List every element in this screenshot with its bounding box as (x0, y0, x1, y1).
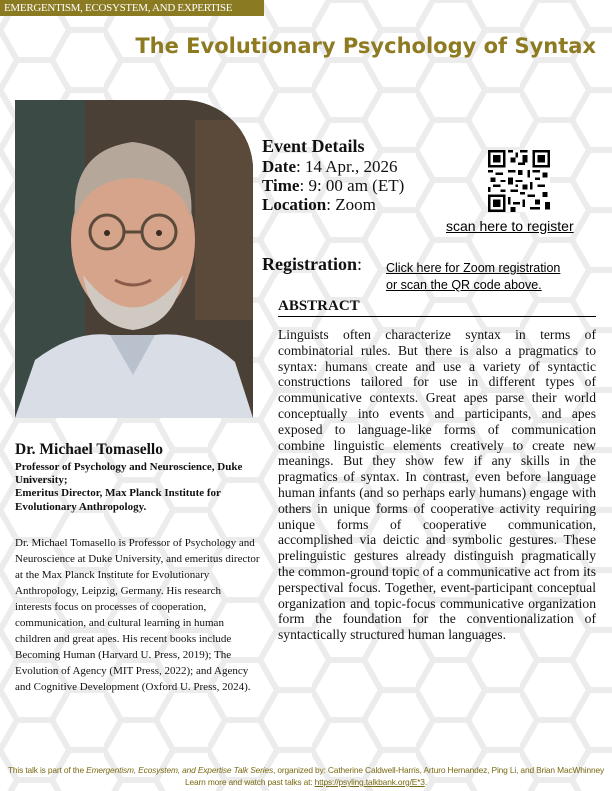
footer-learn-more-text: Learn more and watch past talks at: (185, 777, 315, 787)
event-time-label: Time (262, 176, 300, 195)
event-location-label: Location (262, 195, 327, 214)
footer-organizers: , organized by: Catherine Caldwell-Harris, Arturo Hernandez, Ping Li, and Brian MacWhinney (273, 765, 605, 775)
series-banner: EMERGENTISM, ECOSYSTEM, AND EXPERTISE (0, 0, 264, 16)
abstract-heading: ABSTRACT (278, 298, 596, 317)
event-date-value: : 14 Apr., 2026 (295, 157, 398, 176)
footer-learn-more (0, 777, 612, 787)
event-details-heading: Event Details (262, 136, 365, 156)
talk-title: The Evolutionary Psychology of Syntax (135, 34, 596, 58)
registration-qr-code[interactable] (488, 150, 550, 212)
event-date (262, 157, 398, 177)
scan-to-register-link[interactable]: scan here to register (446, 218, 574, 234)
speaker-name: Dr. Michael Tomasello (15, 441, 163, 458)
speaker-affiliation-max-planck: Emeritus Director, Max Planck Institute for Evolutionary Anthropology. (15, 487, 221, 513)
event-location (262, 195, 376, 215)
footer-talkbank-link[interactable]: https://psyling.talkbank.org/E*3 (314, 777, 425, 787)
speaker-portrait-illustration (15, 100, 253, 418)
footer-prefix: This talk is part of the (7, 765, 87, 775)
zoom-registration-link[interactable]: Click here for Zoom registration (386, 261, 561, 275)
speaker-bio: Dr. Michael Tomasello is Professor of Psychology and Neuroscience at Duke University, and emeritus director at the Max Planck Institute for Evolutionary Anthropology, Leipzig, Germany. His research interests focus on processes of cooperation, communication, and cultural learning in human children and great apes. His recent books include Becoming Human (Harvard U. Press, 2019); The Evolution of Agency (MIT Press, 2022); and Agency and Cognitive Development (Oxford U. Press, 2024). (15, 537, 260, 693)
event-date-label: Date (262, 157, 296, 176)
scan-qr-code-link[interactable]: or scan the QR code above. (386, 278, 542, 292)
abstract-text: Linguists often characterize syntax in terms of combinatorial rules. But there is also a pragmatics to syntax: humans create and use a variety of syntactic constructions tailored for use in different types of communicative contexts. Great apes parse their world conceptually into events and participants, and apes exposed to language-like forms of communication combine linguistic elements creatively to create new meanings. But they show few if any skills in the pragmatics of syntax. In contrast, even before language human infants (and so perhaps early humans) engage with others in unique forms of cooperative activity requiring unique forms of cooperative communication, accomplished via deictic and symbolic gestures. These prelinguistic gestures already distinguish pragmatically the common-ground topic of a communicative act from its perspectival focus. Together, event-participant conceptual organization and topic-focus communicative organization form the foundation for the conventionalization of syntactically structured human languages. (278, 327, 596, 643)
event-time-value: : 9: 00 am (ET) (299, 176, 405, 195)
footer-period: . (424, 777, 427, 787)
registration-colon: : (356, 254, 362, 274)
registration-label-text: Registration (262, 254, 357, 274)
event-location-value: : Zoom (326, 195, 376, 214)
speaker-affiliation-duke: Professor of Psychology and Neuroscience, Duke University; (15, 461, 243, 487)
footer-series-note (0, 765, 612, 775)
event-time (262, 176, 404, 196)
registration-label (262, 254, 362, 275)
footer-series-name: Emergentism, Ecosystem, and Expertise Talk Series (86, 765, 274, 775)
speaker-photo (15, 100, 253, 418)
speaker-affiliation (15, 461, 260, 514)
